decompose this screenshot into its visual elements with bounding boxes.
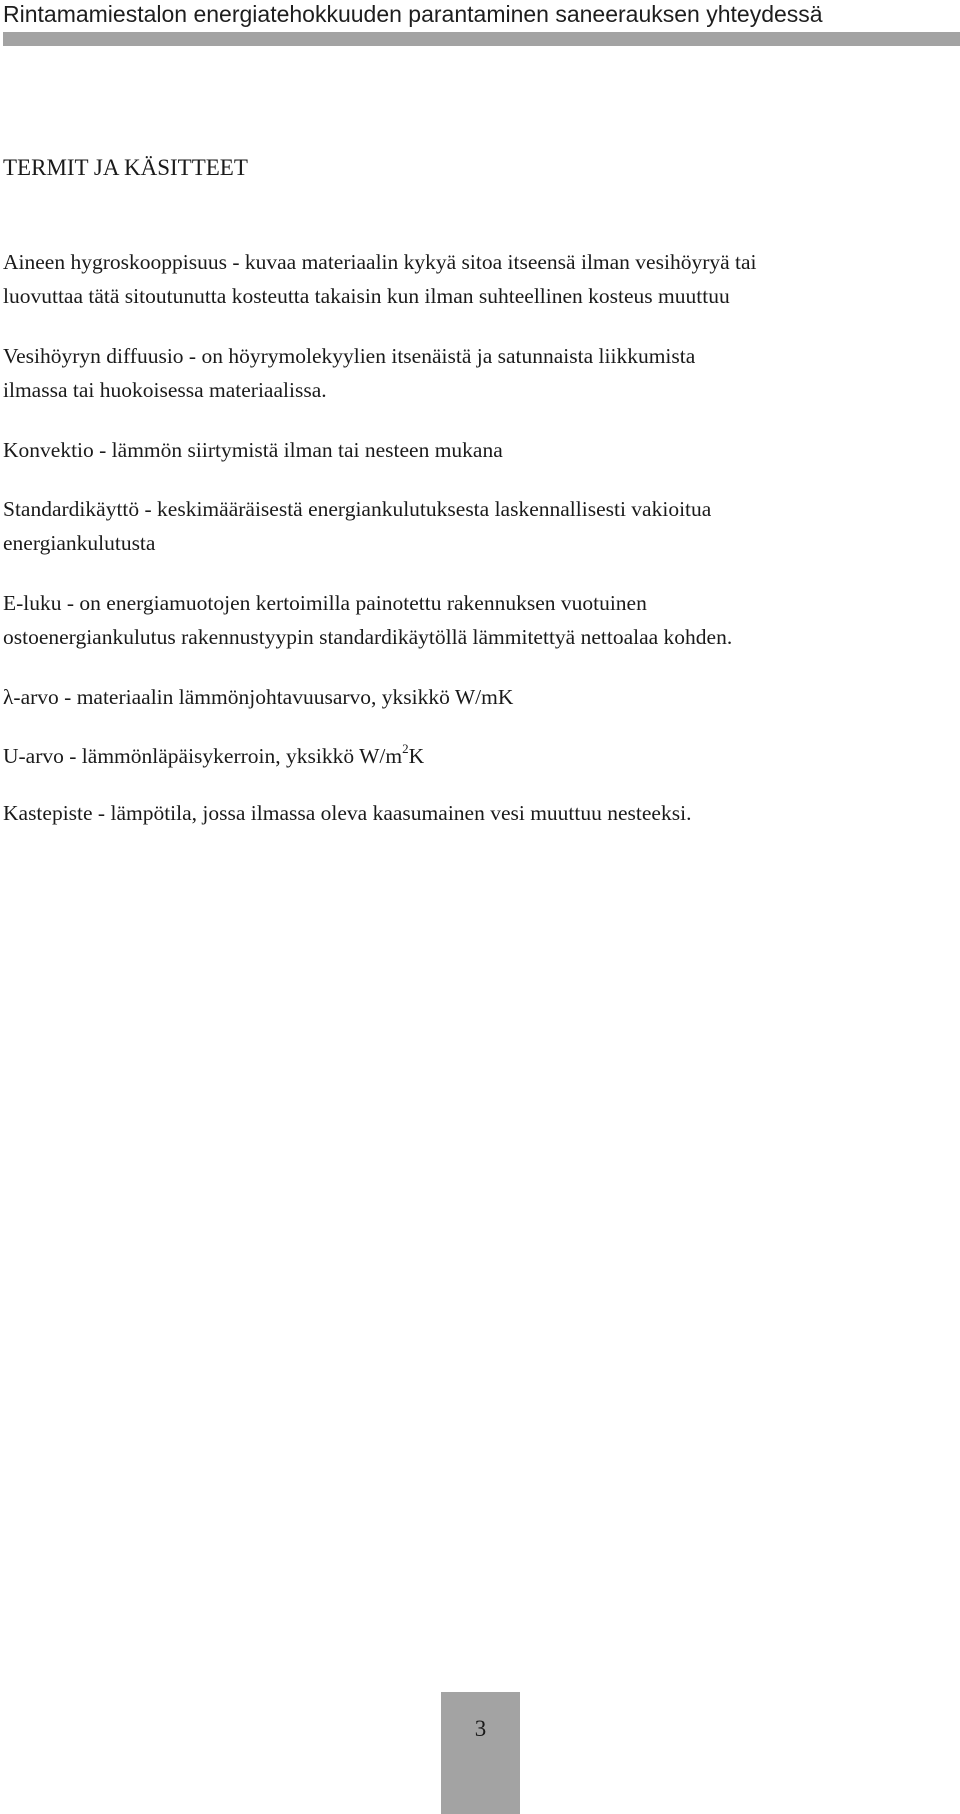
term-line: ilmassa tai huokoisessa materiaalissa. [3,378,327,402]
term-line: E-luku - on energiamuotojen kertoimilla painotettu rakennuksen vuotuinen [3,591,647,615]
page-number-box [441,1692,520,1814]
term-u-arvo [3,739,424,773]
term-line: Standardikäyttö - keskimääräisestä energiankulutuksesta laskennallisesti vakioitua [3,497,712,521]
section-heading: TERMIT JA KÄSITTEET [3,155,248,180]
term-standardikaytto [3,492,711,560]
u-arvo-unit-k: K [408,744,425,768]
page-number: 3 [474,1716,487,1741]
term-konvektio [3,433,503,467]
term-e-luku [3,586,732,654]
term-lambda-arvo [3,680,513,714]
running-header-title: Rintamamiestalon energiatehokkuuden parantaminen saneerauksen yhteydessä [3,1,823,27]
term-line: energiankulutusta [3,531,156,555]
term-line: Vesihöyryn diffuusio - on höyrymolekyylien itsenäistä ja satunnaista liikkumista [3,344,696,368]
term-kastepiste [3,796,691,830]
header-rule [3,32,960,46]
superscript-2: 2 [402,741,409,756]
u-arvo-text: U-arvo - lämmönläpäisykerroin, yksikkö W/m [3,744,403,768]
term-diffuusio [3,339,695,407]
term-hygroskooppisuus [3,245,757,313]
term-line: Aineen hygroskooppisuus - kuvaa materiaalin kykyä sitoa itseensä ilman vesihöyryä tai [3,250,757,274]
term-line: λ-arvo - materiaalin lämmönjohtavuusarvo, yksikkö W/mK [3,685,514,709]
term-line: Kastepiste - lämpötila, jossa ilmassa oleva kaasumainen vesi muuttuu nesteeksi. [3,801,692,825]
term-line: Konvektio - lämmön siirtymistä ilman tai nesteen mukana [3,438,503,462]
term-line: ostoenergiankulutus rakennustyypin standardikäytöllä lämmitettyä nettoalaa kohden. [3,625,733,649]
term-line [3,739,424,773]
term-line: luovuttaa tätä sitoutunutta kosteutta takaisin kun ilman suhteellinen kosteus muuttuu [3,284,730,308]
